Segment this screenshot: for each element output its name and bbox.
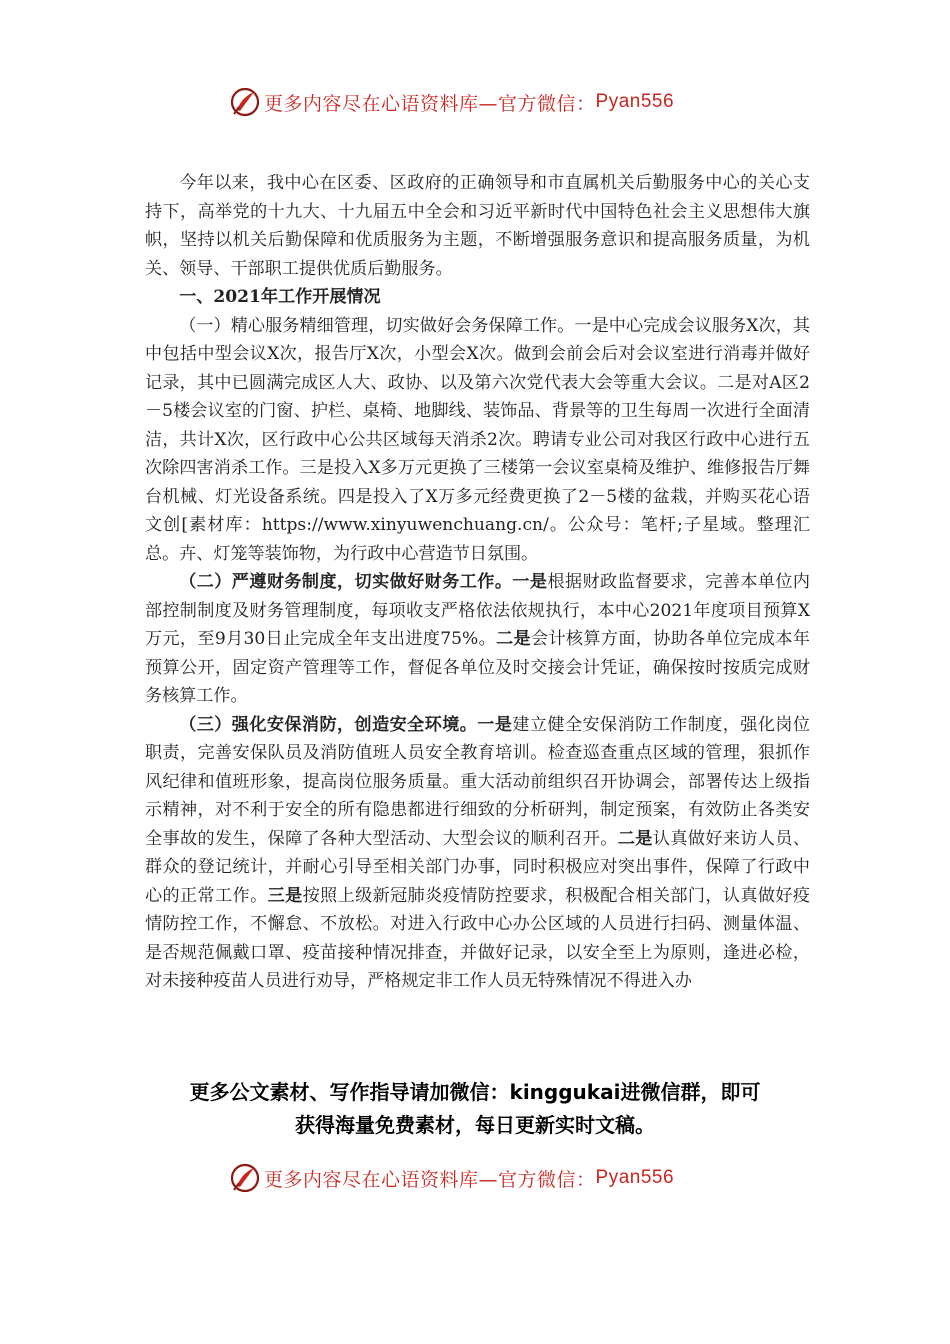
paragraph-finance [145, 568, 810, 711]
keyword-second: 二是 [496, 629, 532, 649]
security-point-1: 建立健全安保消防工作制度，强化岗位职责，完善安保队员及消防值班人员安全教育培训。检查巡查重点区域的管理，狠抓作风纪律和值班形象，提高岗位服务质量。重大活动前组织召开协调会，部署传达上级指示精神，对不利于安全的所有隐患都进行细致的分析研判，制定预案，有效防止各类安全事故的发生，保障了各种大型活动、大型会议的顺利召开。 [145, 714, 811, 849]
banner-text: 更多内容尽在心语资料库—官方微信： [264, 1168, 596, 1191]
paragraph-meeting-service: （一）精心服务精细管理，切实做好会务保障工作。一是中心完成会议服务X次，其中包括中型会议X次，报告厅X次，小型会X次。做到会前会后对会议室进行消毒并做好记录，其中已圆满完成区人大、政协、以及第六次党代表大会等重大会议。二是对A区2－5楼会议室的门窗、护栏、桌椅、地脚线、装饰品、背景等的卫生每周一次进行全面清洁，共计X次，区行政中心公共区域每天消杀2次。聘请专业公司对我区行政中心进行五次除四害消杀工作。三是投入X多万元更换了三楼第一会议室桌椅及维护、维修报告厅舞台机械、灯光设备系统。四是投入了X万多元经费更换了2－5楼的盆栽，并购买花心语文创[素材库：https://www.xinyuwenchuang.cn/。公众号：笔杆;子星域。整理汇总。卉、灯笼等装饰物，为行政中心营造节日氛围。 [145, 315, 810, 564]
section-heading: 一、2021年工作开展情况 [179, 287, 381, 307]
promo-notice [120, 1076, 830, 1142]
document-body [145, 169, 810, 996]
pen-flame-logo-icon [228, 1161, 262, 1195]
intro-paragraph: 今年以来，我中心在区委、区政府的正确领导和市直属机关后勤服务中心的关心支持下，高举党的十九大、十九届五中全会和习近平新时代中国特色社会主义思想伟大旗帜，坚持以机关后勤保障和优质服务为主题，不断增强服务意识和提高服务质量，为机关、领导、干部职工提供优质后勤服务。 [145, 173, 810, 279]
finance-point-1: 根据财政监督要求，完善本单位内部控制制度及财务管理制度，每项收支严格依法依规执行，本中心2021年度项目预算X万元，至9月30日止完成全年支出进度75%。 [145, 572, 811, 649]
keyword-second: 二是 [617, 828, 653, 849]
footer-banner [0, 1158, 950, 1198]
paragraph-finance-heading: （二）严遵财务制度，切实做好财务工作。 [179, 572, 513, 592]
banner-text: 更多内容尽在心语资料库—官方微信： [264, 92, 596, 115]
promo-notice-line-2: 获得海量免费素材，每日更新实时文稿。 [295, 1113, 655, 1137]
finance-point-2: 会计核算方面，协助各单位完成本年预算公开，固定资产管理等工作，督促各单位及时交接会计凭证，确保按时按质完成财务核算工作。 [145, 629, 811, 706]
keyword-first: 一是 [512, 572, 548, 592]
promo-notice-line-1: 更多公文素材、写作指导请加微信：kinggukai进微信群，即可 [189, 1080, 761, 1104]
paragraph-security [145, 711, 810, 996]
header-banner [0, 82, 950, 122]
paragraph-security-heading: （三）强化安保消防，创造安全环境。 [179, 714, 478, 735]
security-point-3: 按照上级新冠肺炎疫情防控要求，积极配合相关部门，认真做好疫情防控工作，不懈怠、不放松。对进入行政中心办公区域的人员进行扫码、测量体温、是否规范佩戴口罩、疫苗接种情况排查，并做好记录，以安全至上为原则，逢进必检，对未接种疫苗人员进行劝导，严格规定非工作人员无特殊情况不得进入办 [145, 885, 811, 991]
security-point-2: 认真做好来访人员、群众的登记统计，并耐心引导至相关部门办事，同时积极应对突出事件，保障了行政中心的正常工作。 [145, 828, 811, 906]
keyword-third: 三是 [267, 885, 303, 906]
pen-flame-logo-icon [228, 85, 262, 119]
banner-handle: Pyan556 [595, 91, 675, 112]
keyword-first: 一是 [477, 714, 513, 735]
banner-handle: Pyan556 [595, 1167, 675, 1188]
